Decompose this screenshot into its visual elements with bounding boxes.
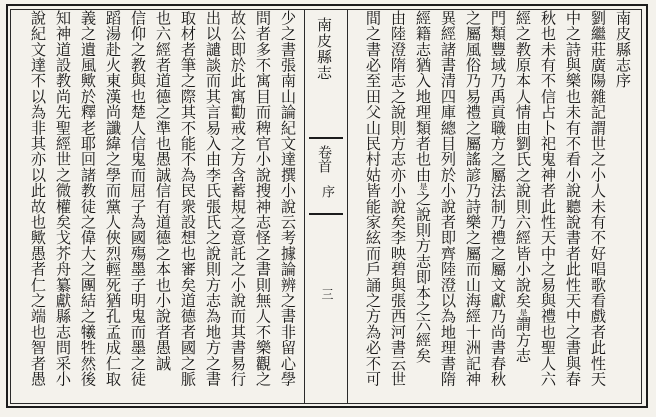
- text-column: 義之遺風歟於釋老耶回諸教徒之偉大之團結之犧牲然後: [79, 10, 97, 387]
- fish-tail-bottom: [309, 213, 343, 215]
- text-column: 秋也未有不信占卜祀鬼神者此性天中之易與禮也聖人六: [539, 10, 557, 387]
- text-column: 故公即於此寓勸戒之方含蓄規之意託之小說而其書易行: [229, 10, 247, 387]
- text-column: 由陸澄隋志之說則方志亦小說矣李映碧與張西河書云世: [389, 10, 407, 387]
- text-column: 之屬風俗乃易禮之屬謠諺乃詩樂之屬而山海經十洲記神: [464, 10, 482, 387]
- text-run: 謂方志: [514, 316, 532, 364]
- text-column: 出以譴談而其言易入由李氏張氏之說則方志為地方之書: [204, 10, 222, 387]
- small-annotation: 是: [419, 182, 428, 191]
- text-column: 劉繼莊廣陽雜記謂世之小人未有不好唱歌看戲者此性天: [589, 10, 607, 387]
- fish-tail-top: [309, 137, 343, 139]
- text-column: 取材者筆之際其不能不為民衆設想也審矣道德者國之脈: [179, 10, 197, 387]
- text-column: [511, 10, 535, 398]
- text-column: 知神道設教尚先聖經世之微權矣戈芥舟纂獻縣志問采小: [54, 10, 72, 387]
- text-run: 之說則方志即本之六經矣: [414, 190, 432, 364]
- page-spine: [304, 9, 348, 404]
- page-number: 三: [320, 288, 334, 300]
- small-annotation: 是: [519, 308, 528, 317]
- text-column: 中之詩與樂也未有不看小說聽說書者此性天中之書與春: [564, 10, 582, 387]
- text-column: 少之書張南山論紀文達撰小說云考據論辨之書非留心學: [279, 10, 297, 387]
- text-column: 問者多不寓目而稗官小說搜神志怪之書則無人不樂觀之: [254, 10, 272, 387]
- text-run: 經之教原本人情由劉氏之說則六經皆小說矣: [514, 10, 532, 309]
- spine-volume: 卷首: [316, 145, 332, 173]
- text-column: 蹈湯赴火東漢尚讖緯之學而黨人俠烈輕死猶孔孟成仁取: [104, 10, 122, 387]
- text-column: 異經諸書清四庫總目列於小說者即齊陸澄以為地理書隋: [439, 10, 457, 387]
- text-run: 經籍志猶入地理類者也由: [414, 10, 432, 183]
- preface-title: 南皮縣志序: [614, 10, 632, 89]
- text-column: 也六經者道德之準也愚誠信有道德之本也小說者愚誠: [154, 10, 172, 372]
- text-column: [411, 10, 435, 398]
- text-column: 間之書必至田父山民村姑皆能家絃而戶誦之方為必不可: [364, 10, 382, 387]
- text-column: 門類豐域乃禹貢職方之屬法制乃禮之屬文獻乃尚書春秋: [489, 10, 507, 387]
- spine-section: 序: [319, 185, 334, 198]
- text-column: 信仰之教與也楚人信鬼而屈子為國殤墨子明鬼而墨之徒: [129, 10, 147, 387]
- spine-title: 南皮縣志: [315, 17, 333, 81]
- text-column: 說紀文達不以為非其亦以此故也歟愚者仁之端也智者愚: [29, 10, 47, 387]
